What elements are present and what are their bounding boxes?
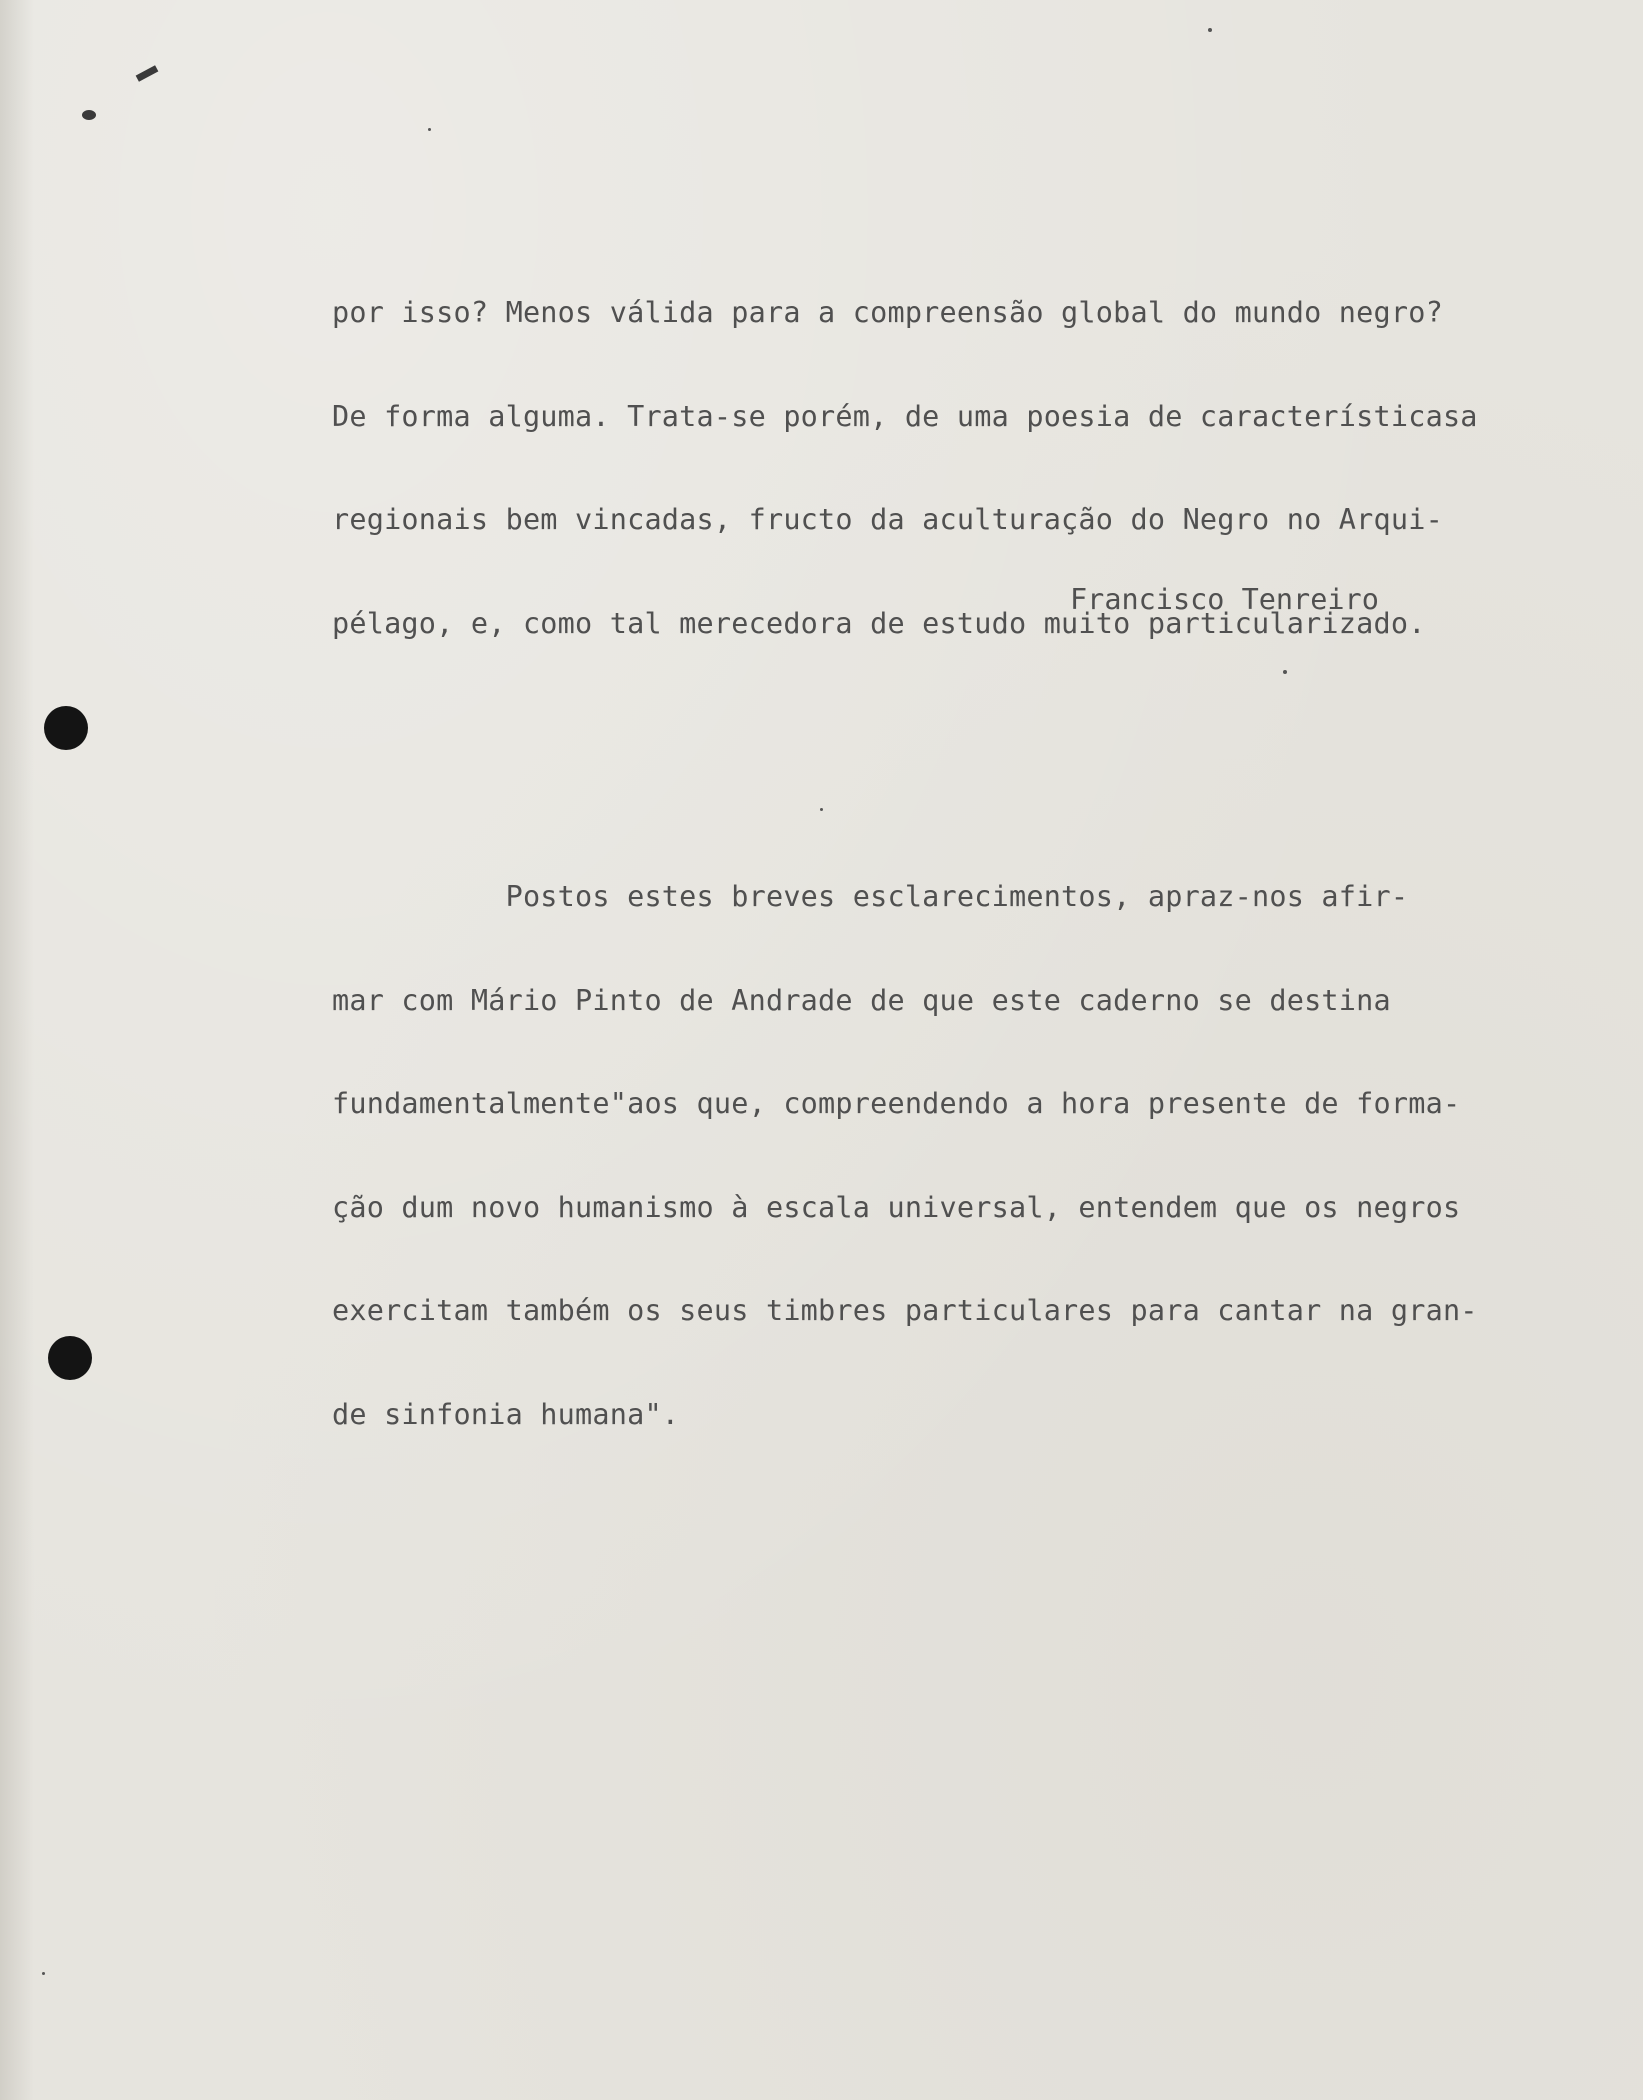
- text-line: ção dum novo humanismo à escala universal, entendem que os negros: [332, 1190, 1461, 1224]
- ink-mark-top: [136, 65, 159, 82]
- punch-hole-upper: [44, 706, 88, 750]
- text-line: mar com Mário Pinto de Andrade de que este caderno se destina: [332, 983, 1391, 1017]
- author-signature: Francisco Tenreiro: [1070, 583, 1379, 616]
- paper-speck: [42, 1972, 45, 1975]
- page-left-fold-shadow: [0, 0, 34, 2100]
- paper-speck: [428, 128, 431, 131]
- paragraph-2: [332, 811, 1632, 1501]
- text-line: pélago, e, como tal merecedora de estudo muito particularizado.: [332, 606, 1426, 640]
- text-line: de sinfonia humana".: [332, 1397, 680, 1431]
- text-line: exercitam também os seus timbres particulares para cantar na gran-: [332, 1294, 1478, 1327]
- text-line: De forma alguma. Trata-se porém, de uma poesia de característicasa: [332, 399, 1478, 433]
- text-line: regionais bem vincadas, fructo da aculturação do Negro no Arqui-: [332, 503, 1443, 536]
- ink-mark-left: [82, 110, 96, 120]
- paragraph-1: [332, 227, 1632, 710]
- text-line: fundamentalmente"aos que, compreendendo a hora presente de forma-: [332, 1087, 1461, 1120]
- paper-speck: [1208, 28, 1212, 32]
- punch-hole-lower: [48, 1336, 92, 1380]
- text-line: por isso? Menos válida para a compreensão global do mundo negro?: [332, 296, 1443, 329]
- text-line: Postos estes breves esclarecimentos, apraz-nos afir-: [332, 880, 1409, 913]
- body-text: [332, 158, 1632, 1570]
